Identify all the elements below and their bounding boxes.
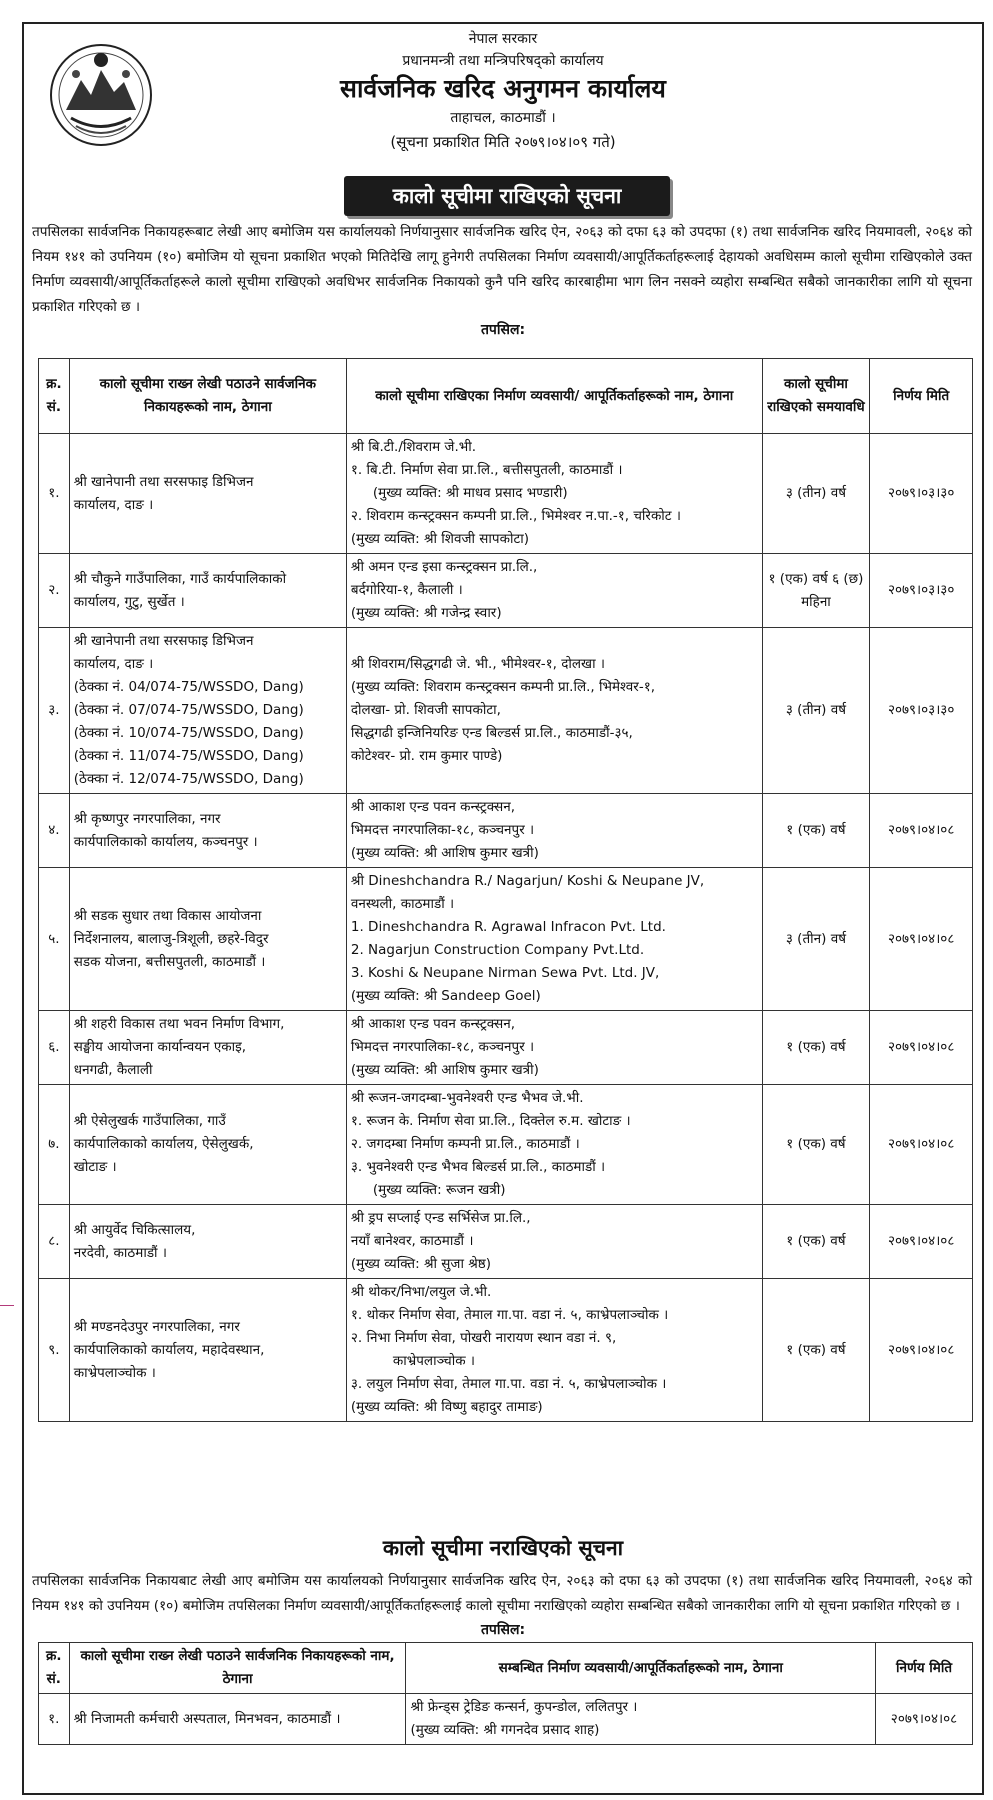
cell-text-line: (मुख्य व्यक्ति: शिवराम कन्स्ट्रक्सन कम्पनी प्रा.लि., भिमेश्वर-१, <box>350 679 655 695</box>
cell-text-line: (मुख्य व्यक्ति: श्री आशिष कुमार खत्री) <box>350 1062 539 1078</box>
cell-text-line: १. थोकर निर्माण सेवा, तेमाल गा.पा. वडा नं. ५, काभ्रेपलाञ्चोक । <box>350 1307 669 1323</box>
table-row <box>39 1694 973 1745</box>
cell-text-line: धनगढी, कैलाली <box>73 1062 153 1078</box>
cell-text-line: श्री सडक सुधार तथा विकास आयोजना <box>73 907 262 924</box>
cell-text-line: श्री थोकर/निभा/लयुल जे.भी. <box>350 1284 492 1300</box>
cell-text-line: 3. Koshi & Neupane Nirman Sewa Pvt. Ltd. JV, <box>350 965 660 981</box>
header-firm: सम्बन्धित निर्माण व्यवसायी/आपूर्तिकर्ताहरूको नाम, ठेगाना <box>406 1643 876 1694</box>
row-date: २०७९।०४।०८ <box>870 1085 973 1205</box>
cell-text-line: श्री कृष्णपुर नगरपालिका, नगर <box>73 810 221 827</box>
row-entity <box>69 794 346 868</box>
cell-text-line: श्री खानेपानी तथा सरसफाइ डिभिजन <box>73 473 254 490</box>
cell-text-line: (मुख्य व्यक्ति: श्री विष्णु बहादुर तामाङ) <box>350 1399 543 1415</box>
header-line-govt: नेपाल सरकार <box>468 31 538 47</box>
table-header-row <box>39 1643 973 1694</box>
cell-text-line: (मुख्य व्यक्ति: श्री आशिष कुमार खत्री) <box>350 845 539 861</box>
row-entity <box>69 434 346 554</box>
cell-text-line: श्री शिवराम/सिद्धगढी जे. भी., भीमेश्वर-१, दोलखा । <box>350 656 605 672</box>
row-duration: १ (एक) वर्ष <box>762 1085 870 1205</box>
row-firm <box>346 628 762 794</box>
row-date: २०७९।०३।३० <box>870 434 973 554</box>
table-row <box>39 1085 973 1205</box>
row-firm <box>346 434 762 554</box>
cell-text-line: भिमदत्त नगरपालिका-१८, कञ्चनपुर । <box>350 1039 535 1055</box>
cell-text-line: श्री Dineshchandra R./ Nagarjun/ Koshi & Neupane JV, <box>350 873 705 889</box>
cell-text-line: श्री बि.टी./शिवराम जे.भी. <box>350 439 477 455</box>
not-blacklisted-table <box>38 1642 973 1745</box>
row-duration: १ (एक) वर्ष <box>762 1205 870 1279</box>
cell-text-line: निर्देशनालय, बालाजु-त्रिशूली, छहरे-विदुर <box>73 930 269 947</box>
tapsil-label: तपसिल: <box>480 322 526 338</box>
cell-text-line: कार्यपालिकाको कार्यालय, कञ्चनपुर । <box>73 833 258 850</box>
header-entity: कालो सूचीमा राख्न लेखी पठाउने सार्वजनिक निकायहरूको नाम, ठेगाना <box>69 359 346 434</box>
cell-text-line: कार्यालय, दाङ । <box>73 496 154 513</box>
cell-text-line: नयाँ बानेश्वर, काठमाडौं । <box>350 1233 474 1249</box>
row-duration: ३ (तीन) वर्ष <box>762 434 870 554</box>
cell-text-line: २. निभा निर्माण सेवा, पोखरी नारायण स्थान वडा नं. ९, <box>350 1330 617 1346</box>
not-blacklisted-paragraph: तपसिलका सार्वजनिक निकायबाट लेखी आए बमोजिम यस कार्यालयको निर्णयानुसार सार्वजनिक खरिद ऐन, २०६३ को दफा ६३ को उपदफा (१) तथा सार्वजनिक खरिद नियमावली, २०६४ को नियम १४१ को उपनियम (१०) बमोजिम तपसिलका निर्माण व्यवसायी/आपूर्तिकर्ताहरूलाई कालो सूचीमा नराखिएको व्यहोरा सम्बन्धित सबैको जानकारीका लागि यो सूचना प्रकाशित गरिएको छ । <box>32 1573 972 1614</box>
cell-text-line: १. बि.टी. निर्माण सेवा प्रा.लि., बत्तीसपुतली, काठमाडौं । <box>350 462 623 478</box>
cell-text-line: भिमदत्त नगरपालिका-१८, कञ्चनपुर । <box>350 822 535 838</box>
cell-text-line: बर्दगोरिया-१, कैलाली । <box>350 582 463 598</box>
table-row <box>39 1279 973 1422</box>
cell-text-line: 2. Nagarjun Construction Company Pvt.Ltd. <box>350 942 645 958</box>
row-duration: १ (एक) वर्ष <box>762 1279 870 1422</box>
cell-text-line: श्री आकाश एन्ड पवन कन्स्ट्रक्सन, <box>350 1016 515 1032</box>
cell-text-line: (मुख्य व्यक्ति: श्री गगनदेव प्रसाद शाह) <box>410 1722 600 1738</box>
row-duration: ३ (तीन) वर्ष <box>762 868 870 1011</box>
header-sn: क्र. सं. <box>39 1643 70 1694</box>
cell-text-line: काभ्रेपलाञ्चोक । <box>73 1364 156 1381</box>
row-firm <box>346 554 762 628</box>
cell-text-line: कार्यालय, दाङ । <box>73 656 154 672</box>
row-date: २०७९।०४।०८ <box>870 1279 973 1422</box>
cell-text-line: श्री अमन एन्ड इसा कन्स्ट्रक्सन प्रा.लि., <box>350 559 538 575</box>
tapsil-label-2: तपसिल: <box>480 1622 526 1638</box>
row-sn: १. <box>39 1694 70 1745</box>
row-sn: २. <box>39 554 70 628</box>
cell-text-line: ३. लयुल निर्माण सेवा, तेमाल गा.पा. वडा नं. ५, काभ्रेपलाञ्चोक । <box>350 1376 667 1392</box>
cell-text-line: कार्यपालिकाको कार्यालय, ऐसेलुखर्क, <box>73 1136 254 1152</box>
cell-text-line: (ठेक्का नं. 04/074-75/WSSDO, Dang) <box>73 679 304 695</box>
table-row <box>39 1011 973 1085</box>
row-firm <box>346 794 762 868</box>
margin-mark <box>0 1305 14 1306</box>
row-firm <box>346 1011 762 1085</box>
table-row <box>39 434 973 554</box>
row-sn: ९. <box>39 1279 70 1422</box>
row-duration: ३ (तीन) वर्ष <box>762 628 870 794</box>
row-sn: ६. <box>39 1011 70 1085</box>
cell-text-line: २. जगदम्बा निर्माण कम्पनी प्रा.लि., काठमाडौं । <box>350 1136 580 1152</box>
row-firm <box>406 1694 876 1745</box>
row-sn: ५. <box>39 868 70 1011</box>
cell-text-line: (ठेक्का नं. 10/074-75/WSSDO, Dang) <box>73 725 304 741</box>
cell-text-line: (मुख्य व्यक्ति: रूजन खत्री) <box>372 1182 506 1198</box>
cell-text-line: (मुख्य व्यक्ति: श्री शिवजी सापकोटा) <box>350 531 530 547</box>
blacklist-paragraph: तपसिलका सार्वजनिक निकायहरूबाट लेखी आए बमोजिम यस कार्यालयको निर्णयानुसार सार्वजनिक खरिद ऐन, २०६३ को दफा ६३ को उपदफा (१) तथा सार्वजनिक खरिद नियमावली, २०६४ को नियम १४१ को उपनियम (१०) बमोजिम यो सूचना प्रकाशित भएको मितिदेखि लागू हुनेगरी तपसिलका निर्माण व्यवसायी/आपूर्तिकर्ताहरूलाई देहायको अवधिसम्म कालो सूचीमा राखिएकोले उक्त निर्माण व्यवसायी/आपूर्तिकर्ताहरूले कालो सूचीमा राखिएको अवधिभर सार्वजनिक निकायको कुनै पनि खरिद कारबाहीमा भाग लिन नसक्ने व्यहोरा सम्बन्धित सबैको जानकारीका लागि यो सूचना प्रकाशित गरिएको छ । <box>32 224 972 315</box>
row-date: २०७९।०४।०८ <box>870 794 973 868</box>
row-entity <box>69 1011 346 1085</box>
row-entity <box>69 868 346 1011</box>
cell-text-line: नरदेवी, काठमाडौं । <box>73 1244 167 1261</box>
office-location: ताहाचल, काठमाडौं । <box>450 110 556 126</box>
cell-text-line: सिद्धगढी इन्जिनियरिङ एन्ड बिल्डर्स प्रा.लि., काठमाडौं-३५, <box>350 725 633 741</box>
header-line-ministry: प्रधानमन्त्री तथा मन्त्रिपरिषद्को कार्यालय <box>402 53 604 69</box>
row-sn: ८. <box>39 1205 70 1279</box>
row-date: २०७९।०४।०८ <box>870 1205 973 1279</box>
cell-text-line: दोलखा- प्रो. शिवजी सापकोटा, <box>350 702 501 718</box>
cell-text-line: (ठेक्का नं. 11/074-75/WSSDO, Dang) <box>73 748 304 764</box>
row-firm <box>346 868 762 1011</box>
cell-text-line: (मुख्य व्यक्ति: श्री गजेन्द्र स्वार) <box>350 605 502 621</box>
blacklist-notice-title: कालो सूचीमा राखिएको सूचना <box>344 176 670 216</box>
cell-text-line: श्री ड्रप सप्लाई एन्ड सर्भिसेज प्रा.लि., <box>350 1210 531 1226</box>
header-sn: क्र. सं. <box>39 359 70 434</box>
row-duration: १ (एक) वर्ष ६ (छ) महिना <box>762 554 870 628</box>
row-sn: ३. <box>39 628 70 794</box>
table-row <box>39 554 973 628</box>
row-entity <box>69 1279 346 1422</box>
row-firm <box>346 1085 762 1205</box>
cell-text-line: सङ्घीय आयोजना कार्यान्वयन एकाइ, <box>73 1039 247 1055</box>
notice-page <box>22 22 984 1795</box>
cell-text-line: श्री आयुर्वेद चिकित्सालय, <box>73 1221 196 1238</box>
header-duration: कालो सूचीमा राखिएको समयावधि <box>762 359 870 434</box>
table-header-row <box>39 359 973 434</box>
notice-header <box>24 28 982 154</box>
cell-text-line: श्री ऐसेलुखर्क गाउँपालिका, गाउँ <box>73 1113 226 1129</box>
cell-text-line: (मुख्य व्यक्ति: श्री माधव प्रसाद भण्डारी) <box>372 485 568 501</box>
cell-text-line: ३. भुवनेश्वरी एन्ड भैभव बिल्डर्स प्रा.लि., काठमाडौं । <box>350 1159 606 1175</box>
cell-text-line: श्री चौकुने गाउँपालिका, गाउँ कार्यपालिकाको <box>73 570 287 587</box>
row-sn: १. <box>39 434 70 554</box>
cell-text-line: श्री शहरी विकास तथा भवन निर्माण विभाग, <box>73 1016 285 1032</box>
row-entity <box>69 628 346 794</box>
cell-text-line: वनस्थली, काठमाडौं । <box>350 896 455 912</box>
cell-text-line: (मुख्य व्यक्ति: श्री सुजा श्रेष्ठ) <box>350 1256 492 1272</box>
cell-text-line: श्री आकाश एन्ड पवन कन्स्ट्रक्सन, <box>350 799 515 815</box>
cell-text-line: २. शिवराम कन्स्ट्रक्सन कम्पनी प्रा.लि., भिमेश्वर न.पा.-१, चरिकोट । <box>350 508 682 524</box>
row-date: २०७९।०३।३० <box>870 554 973 628</box>
cell-text-line: काभ्रेपलाञ्चोक । <box>392 1353 475 1369</box>
header-firm: कालो सूचीमा राखिएका निर्माण व्यवसायी/ आपूर्तिकर्ताहरूको नाम, ठेगाना <box>346 359 762 434</box>
header-entity: कालो सूचीमा राख्न लेखी पठाउने सार्वजनिक निकायहरूको नाम, ठेगाना <box>69 1643 406 1694</box>
row-entity <box>69 1085 346 1205</box>
header-date: निर्णय मिति <box>870 359 973 434</box>
cell-text-line: श्री रूजन-जगदम्बा-भुवनेश्वरी एन्ड भैभव जे.भी. <box>350 1090 584 1106</box>
row-date: २०७९।०४।०८ <box>876 1694 973 1745</box>
row-firm <box>346 1205 762 1279</box>
table-row <box>39 1205 973 1279</box>
cell-text-line: श्री खानेपानी तथा सरसफाइ डिभिजन <box>73 633 254 649</box>
cell-text-line: १. रूजन के. निर्माण सेवा प्रा.लि., दिक्तेल रु.म. खोटाङ । <box>350 1113 631 1129</box>
publish-date: (सूचना प्रकाशित मिति २०७९।०४।०९ गते) <box>390 133 616 151</box>
office-name: सार्वजनिक खरिद अनुगमन कार्यालय <box>340 74 666 103</box>
cell-text-line: सडक योजना, बत्तीसपुतली, काठमाडौं । <box>73 953 266 970</box>
not-blacklisted-title: कालो सूचीमा नराखिएको सूचना <box>382 1536 624 1560</box>
row-entity <box>69 1205 346 1279</box>
blacklist-table <box>38 358 973 1422</box>
table-row <box>39 628 973 794</box>
cell-text-line: श्री मण्डनदेउपुर नगरपालिका, नगर <box>73 1318 240 1335</box>
row-duration: १ (एक) वर्ष <box>762 794 870 868</box>
cell-text-line: 1. Dineshchandra R. Agrawal Infracon Pvt. Ltd. <box>350 919 666 935</box>
row-sn: ४. <box>39 794 70 868</box>
cell-text-line: (ठेक्का नं. 07/074-75/WSSDO, Dang) <box>73 702 304 718</box>
cell-text-line: कोटेश्वर- प्रो. राम कुमार पाण्डे) <box>350 748 503 764</box>
cell-text-line: श्री फ्रेन्ड्स ट्रेडिङ कन्सर्न, कुपन्डोल, ललितपुर । <box>410 1699 638 1715</box>
row-firm <box>346 1279 762 1422</box>
header-date: निर्णय मिति <box>876 1643 973 1694</box>
table-row <box>39 868 973 1011</box>
row-entity: श्री निजामती कर्मचारी अस्पताल, मिनभवन, काठमाडौं । <box>69 1694 406 1745</box>
table-row <box>39 794 973 868</box>
cell-text-line: (मुख्य व्यक्ति: श्री Sandeep Goel) <box>350 988 541 1004</box>
cell-text-line: कार्यपालिकाको कार्यालय, महादेवस्थान, <box>73 1341 265 1358</box>
row-entity <box>69 554 346 628</box>
row-date: २०७९।०४।०८ <box>870 1011 973 1085</box>
cell-text-line: कार्यालय, गुटु, सुर्खेत । <box>73 593 185 610</box>
row-sn: ७. <box>39 1085 70 1205</box>
row-date: २०७९।०३।३० <box>870 628 973 794</box>
row-duration: १ (एक) वर्ष <box>762 1011 870 1085</box>
cell-text-line: खोटाङ । <box>73 1159 117 1175</box>
cell-text-line: (ठेक्का नं. 12/074-75/WSSDO, Dang) <box>73 771 304 787</box>
row-date: २०७९।०४।०८ <box>870 868 973 1011</box>
